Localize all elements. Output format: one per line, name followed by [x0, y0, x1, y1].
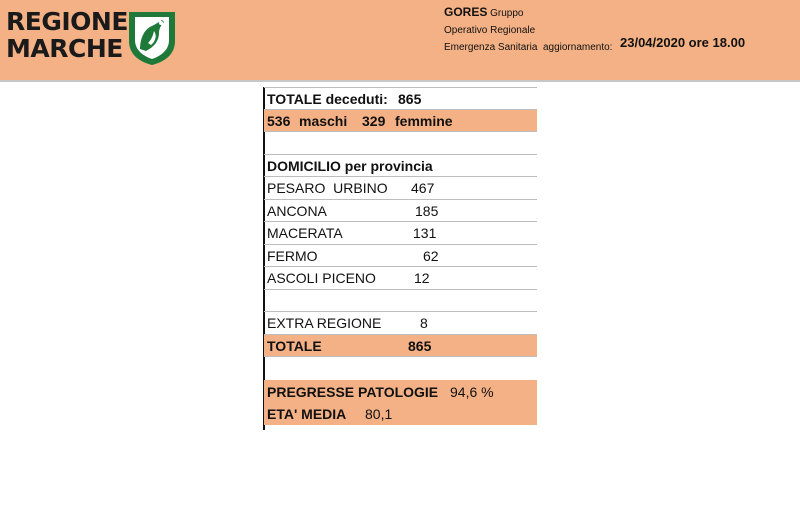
mean-age-label: ETA' MEDIA — [267, 405, 347, 422]
mean-age-value: 80,1 — [365, 405, 393, 422]
females-value: 329 — [362, 112, 386, 129]
page-header — [0, 0, 800, 82]
gores-line-2: Operativo Regionale — [444, 25, 536, 36]
logo-line-1: REGIONE — [6, 7, 128, 36]
sex-breakdown-row — [264, 110, 537, 133]
males-value: 536 — [267, 112, 291, 129]
province-name: PESARO URBINO — [267, 180, 388, 196]
province-value: 12 — [414, 270, 430, 286]
grand-total-row — [264, 335, 537, 358]
grand-total-value: 865 — [408, 337, 432, 354]
grand-total-label: TOTALE — [267, 337, 322, 354]
pathologies-label: PREGRESSE PATOLOGIE — [267, 384, 439, 400]
province-value: 185 — [415, 202, 439, 219]
gores-info — [444, 4, 612, 56]
total-deaths-value: 865 — [398, 91, 422, 107]
extra-region-row — [264, 312, 537, 335]
spacer-row — [264, 357, 537, 380]
pathologies-value: 94,6 % — [450, 384, 494, 400]
regione-marche-emblem-icon — [126, 9, 178, 67]
province-name: MACERATA — [267, 225, 343, 241]
update-date: 23/04/2020 ore 18.00 — [620, 35, 746, 50]
logo-line-2: MARCHE — [6, 34, 123, 63]
regione-marche-logo-text — [6, 7, 128, 63]
province-name: ASCOLI PICENO — [267, 270, 376, 286]
province-row — [264, 245, 537, 268]
extra-region-value: 8 — [420, 315, 428, 331]
province-value: 62 — [423, 247, 439, 264]
total-deaths-label: TOTALE deceduti: — [267, 91, 388, 107]
domicile-heading: DOMICILIO per provincia — [264, 155, 537, 178]
update-label: aggiornamento: — [542, 42, 613, 53]
total-deaths-row — [264, 87, 537, 110]
pathologies-row — [264, 380, 537, 403]
gores-suffix: Gruppo — [490, 8, 524, 19]
females-label: femmine — [395, 112, 453, 129]
province-row — [264, 177, 537, 200]
spacer-row — [264, 290, 537, 313]
gores-name: GORES — [444, 5, 488, 19]
deaths-report — [264, 87, 537, 425]
province-value: 131 — [413, 225, 437, 241]
gores-line-3: Emergenza Sanitaria — [444, 42, 538, 53]
province-row — [264, 200, 537, 223]
province-row — [264, 222, 537, 245]
province-value: 467 — [411, 180, 435, 196]
province-name: ANCONA — [267, 202, 327, 219]
province-name: FERMO — [267, 247, 318, 264]
extra-region-label: EXTRA REGIONE — [267, 315, 382, 331]
province-row — [264, 267, 537, 290]
males-label: maschi — [299, 112, 348, 129]
mean-age-row — [264, 403, 537, 426]
spacer-row — [264, 132, 537, 155]
